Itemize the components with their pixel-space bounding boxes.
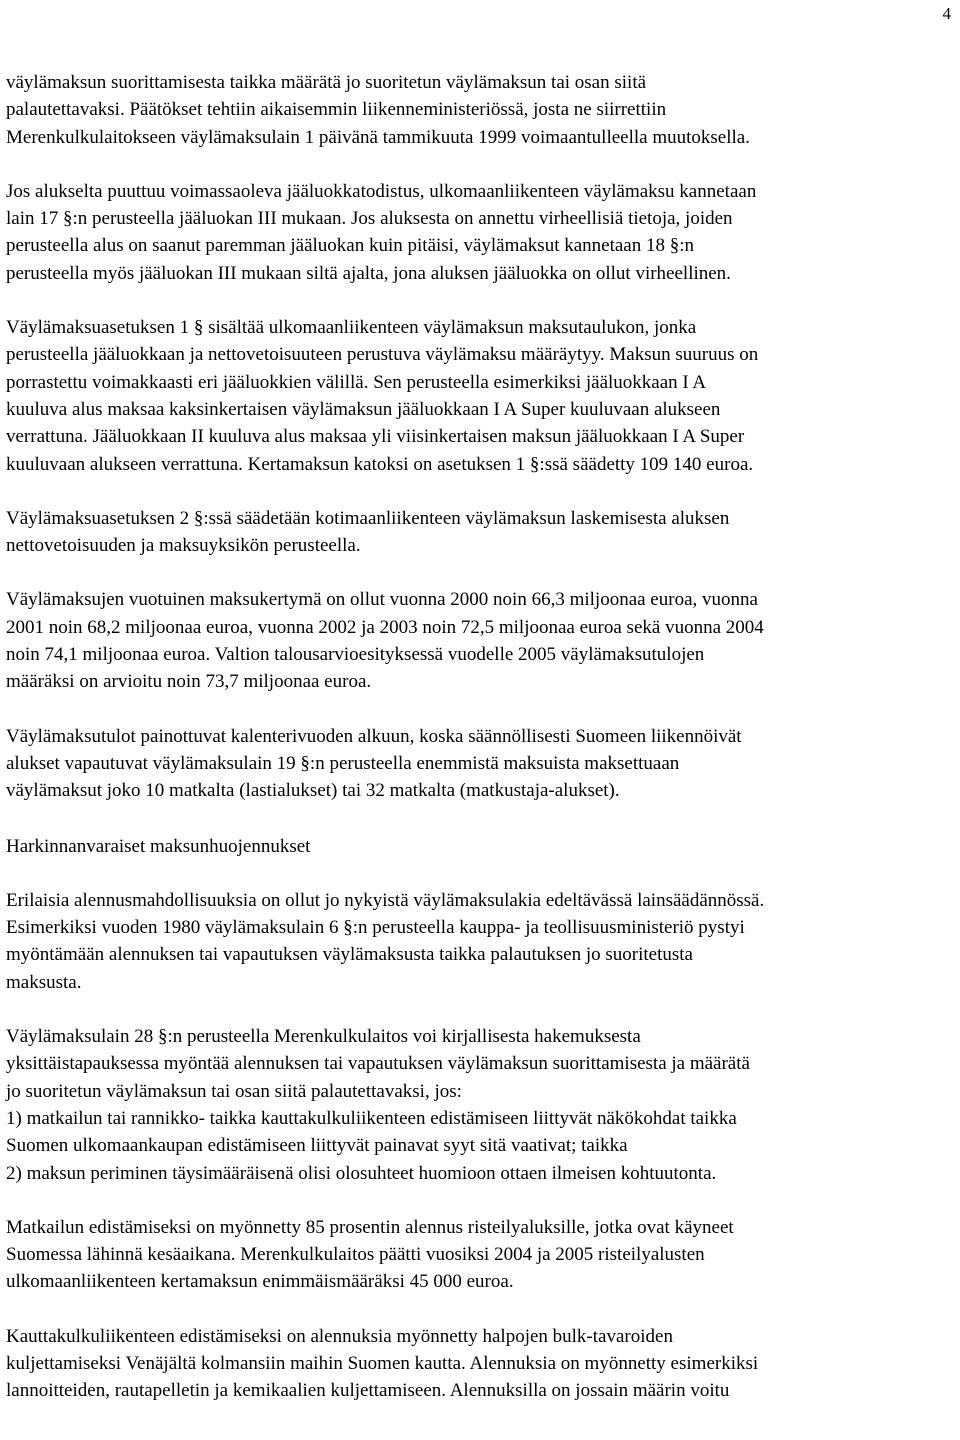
paragraph — [6, 723, 958, 805]
text-line: nettovetoisuuden ja maksuyksikön perusteella. — [6, 535, 361, 557]
text-line: 2) maksun periminen täysimääräisenä olisi olosuhteet huomioon ottaen ilmeisen kohtuutonta. — [6, 1162, 717, 1184]
paragraph — [6, 586, 958, 695]
text-line: ulkomaanliikenteen kertamaksun enimmäismääräksi 45 000 euroa. — [6, 1271, 514, 1293]
text-line: Kauttakulkuliikenteen edistämiseksi on alennuksia myönnetty halpojen bulk-tavaroiden — [6, 1325, 673, 1347]
paragraph — [6, 505, 958, 560]
text-line: Merenkulkulaitokseen väylämaksulain 1 päivänä tammikuuta 1999 voimaantulleella muutoksella. — [6, 126, 750, 148]
page-number: 4 — [942, 4, 951, 23]
text-line: alukset vapautuvat väylämaksulain 19 §:n perusteella enemmistä maksuista maksettuaan — [6, 752, 680, 774]
text-line: jo suoritetun väylämaksun tai osan siitä palautettavaksi, jos: — [6, 1080, 462, 1102]
paragraph — [6, 1214, 958, 1296]
text-line: kuuluva alus maksaa kaksinkertaisen väylämaksun jääluokkaan I A Super kuuluvaan alukseen — [6, 398, 721, 420]
paragraph — [6, 69, 958, 151]
section-heading: Harkinnanvaraiset maksunhuojennukset — [6, 835, 311, 857]
text-line: Suomessa lähinnä kesäaikana. Merenkulkulaitos päätti vuosiksi 2004 ja 2005 risteilyalusten — [6, 1244, 705, 1266]
document-body — [6, 69, 958, 1432]
text-line: noin 74,1 miljoonaa euroa. Valtion talousarvioesityksessä vuodelle 2005 väylämaksutulojen — [6, 644, 705, 666]
paragraph — [6, 887, 958, 996]
text-line: porrastettu voimakkaasti eri jääluokkien välillä. Sen perusteella esimerkiksi jääluokkaan I A — [6, 371, 707, 393]
text-line: perusteella myös jääluokan III mukaan siltä ajalta, jona aluksen jääluokka on ollut virheellinen. — [6, 262, 731, 284]
text-line: Esimerkiksi vuoden 1980 väylämaksulain 6 §:n perusteella kauppa- ja teollisuusministeriö pystyi — [6, 917, 745, 939]
text-line: Väylämaksulain 28 §:n perusteella Merenkulkulaitos voi kirjallisesta hakemuksesta — [6, 1026, 641, 1048]
text-line: kuljettamiseksi Venäjältä kolmansiin maihin Suomen kautta. Alennuksia on myönnetty esimerkiksi — [6, 1352, 759, 1374]
text-line: lannoitteiden, rautapelletin ja kemikaalien kuljettamiseen. Alennuksilla on jossain määrin voitu — [6, 1380, 730, 1402]
text-line: Väylämaksuasetuksen 1 § sisältää ulkomaanliikenteen väylämaksun maksutaulukon, jonka — [6, 317, 697, 339]
text-line: maksusta. — [6, 971, 82, 993]
text-line: yksittäistapauksessa myöntää alennuksen tai vapautuksen väylämaksun suorittamisesta ja määrätä — [6, 1053, 750, 1075]
text-line: määräksi on arvioitu noin 73,7 miljoonaa euroa. — [6, 671, 372, 693]
text-line: Väylämaksutulot painottuvat kalenterivuoden alkuun, koska säännöllisesti Suomeen liikennöivät — [6, 725, 742, 747]
text-line: Matkailun edistämiseksi on myönnetty 85 prosentin alennus risteilyaluksille, jotka ovat käyneet — [6, 1216, 734, 1238]
paragraph — [6, 1323, 958, 1405]
text-line: myöntämään alennuksen tai vapautuksen väylämaksusta taikka palautuksen jo suoritetusta — [6, 944, 693, 966]
text-line: Väylämaksuasetuksen 2 §:ssä säädetään kotimaanliikenteen väylämaksun laskemisesta aluksen — [6, 507, 730, 529]
text-line: väylämaksun suorittamisesta taikka määrätä jo suoritetun väylämaksun tai osan siitä — [6, 72, 647, 93]
text-line: Jos alukselta puuttuu voimassaoleva jääluokkatodistus, ulkomaanliikenteen väylämaksu kannetaan — [6, 180, 757, 202]
text-line: Suomen ulkomaankaupan edistämiseen liittyvät painavat syyt sitä vaativat; taikka — [6, 1135, 628, 1157]
text-line: väylämaksut joko 10 matkalta (lastialukset) tai 32 matkalta (matkustaja-alukset). — [6, 780, 620, 802]
paragraph — [6, 178, 958, 287]
text-line: 2001 noin 68,2 miljoonaa euroa, vuonna 2002 ja 2003 noin 72,5 miljoonaa euroa sekä vuonna 2004 — [6, 616, 764, 638]
text-line: 1) matkailun tai rannikko- taikka kauttakulkuliikenteen edistämiseen liittyvät näkökohdat taikka — [6, 1107, 737, 1129]
text-line: palautettavaksi. Päätökset tehtiin aikaisemmin liikenneministeriössä, josta ne siirrettiin — [6, 99, 667, 121]
text-line: Väylämaksujen vuotuinen maksukertymä on ollut vuonna 2000 noin 66,3 miljoonaa euroa, vuonna — [6, 589, 758, 611]
paragraph — [6, 1023, 958, 1187]
text-line: perusteella jääluokkaan ja nettovetoisuuteen perustuva väylämaksu määräytyy. Maksun suuruus on — [6, 344, 759, 366]
text-line: lain 17 §:n perusteella jääluokan III mukaan. Jos aluksesta on annettu virheellisiä tietoja, joiden — [6, 208, 733, 230]
text-line: kuuluvaan alukseen verrattuna. Kertamaksun katoksi on asetuksen 1 §:ssä säädetty 109 140 euroa. — [6, 453, 754, 475]
text-line: verrattuna. Jääluokkaan II kuuluva alus maksaa yli viisinkertaisen maksun jääluokkaan I A Super — [6, 426, 745, 448]
text-line: Erilaisia alennusmahdollisuuksia on ollut jo nykyistä väylämaksulakia edeltävässä lainsäädännössä. — [6, 889, 765, 911]
text-line: perusteella alus on saanut paremman jääluokan kuin pitäisi, väylämaksut kannetaan 18 §:n — [6, 235, 695, 257]
paragraph — [6, 314, 958, 478]
